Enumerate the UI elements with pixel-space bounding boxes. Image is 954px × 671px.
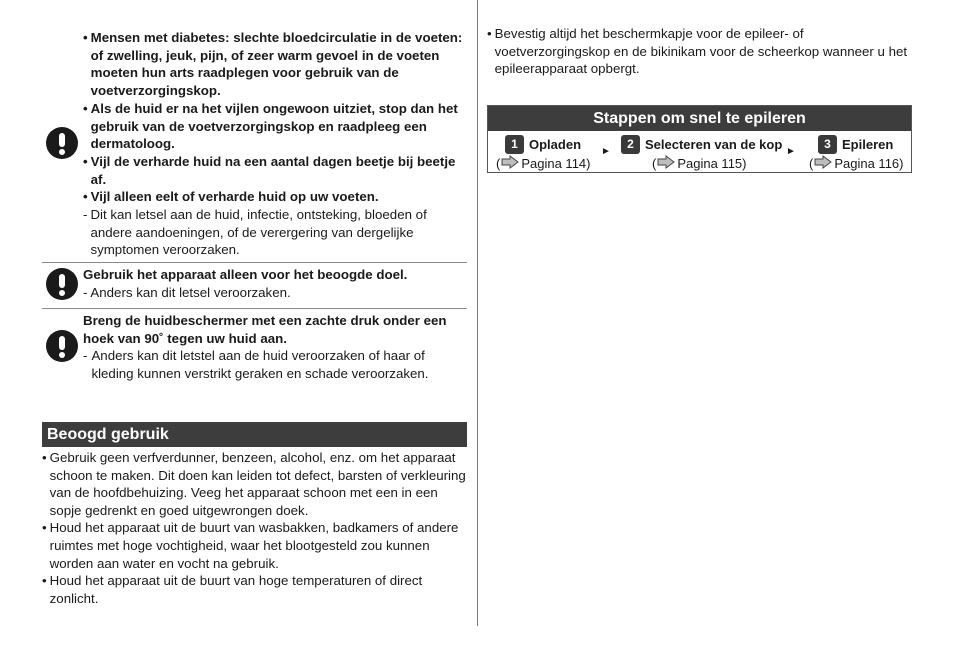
quick-steps-box <box>487 105 912 173</box>
list-item: • Vijl alleen eelt of verharde huid op uw voeten. <box>83 189 379 205</box>
divider-line <box>42 308 467 309</box>
exclamation-circle-icon <box>46 330 78 362</box>
exclamation-circle-icon <box>46 268 78 300</box>
list-item: • Mensen met diabetes: slechte bloedcirculatie in de voeten: of zwelling, jeuk, pijn, of zeer warm gevoel in de voeten moeten hun arts raadplegen voor gebruik van de voetverzorgingskop. <box>83 30 463 99</box>
step-charging <box>496 135 591 172</box>
warning-block-skin-guard <box>42 312 467 383</box>
warning-text <box>83 29 467 259</box>
list-item: • Gebruik geen verfverdunner, benzeen, alcohol, enz. om het apparaat schoon te maken. Dit doen kan leiden tot defect, barsten of verkleuring van de hoofdbehuizing. Veeg het apparaat schoon met een in een sopje gedrenkt en goed uitgewrongen doek. <box>42 450 466 518</box>
warning-title: Breng de huidbeschermer met een zachte druk onder een hoek van 90˚ tegen uw huid aan. <box>83 313 447 346</box>
warning-text <box>83 312 467 383</box>
list-item: • Houd het apparaat uit de buurt van wasbakken, badkamers of andere ruimtes met hoge vochtigheid, waar het blootgesteld zou kunnen worden aan water en vocht na gebruik. <box>42 520 459 571</box>
step-label: Selecteren van de kop <box>645 137 783 152</box>
list-item: • Vijl de verharde huid na een aantal dagen beetje bij beetje af. <box>83 153 456 187</box>
page-reference[interactable]: ( Pagina 116) <box>809 156 904 171</box>
warning-block-intended-use <box>42 266 467 301</box>
page-reference-arrow-icon <box>501 155 519 172</box>
step-epilate <box>809 135 904 172</box>
step-number: 3 <box>818 135 837 154</box>
step-number: 1 <box>505 135 524 154</box>
warning-title: Gebruik het apparaat alleen voor het beoogde doel. <box>83 267 408 282</box>
column-divider <box>477 0 478 626</box>
next-step-arrow-icon: ► <box>601 146 611 157</box>
list-item: • Bevestig altijd het beschermkapje voor de epileer- of voetverzorgingskop en de bikinikam voor de scheerkop wanneer u het epileerapparaat opbergt. <box>487 26 908 77</box>
warning-text <box>83 266 467 301</box>
section-header-beoogd-gebruik: Beoogd gebruik <box>42 422 467 447</box>
list-item: • Als de huid er na het vijlen ongewoon uitziet, stop dan het gebruik van de voetverzorgingskop en raadpleeg een dermatoloog. <box>83 100 458 152</box>
warning-block-diabetes <box>42 29 467 259</box>
step-label: Opladen <box>529 137 582 152</box>
list-item: • Houd het apparaat uit de buurt van hoge temperaturen of direct zonlicht. <box>42 573 423 606</box>
page-reference[interactable]: ( Pagina 115) <box>652 156 747 171</box>
warning-note: - Anders kan dit letsel veroorzaken. <box>83 284 291 300</box>
step-number: 2 <box>621 135 640 154</box>
step-label: Epileren <box>842 137 894 152</box>
section-body <box>42 449 467 607</box>
storage-note <box>487 25 912 78</box>
page-reference-arrow-icon <box>657 155 675 172</box>
page-reference[interactable]: ( Pagina 114) <box>496 156 591 171</box>
next-step-arrow-icon: ► <box>786 146 796 157</box>
exclamation-circle-icon <box>46 127 78 159</box>
step-select-head <box>621 135 782 172</box>
list-item: - Dit kan letsel aan de huid, infectie, ontsteking, bloeden of andere aandoeningen, of de verergering van dergelijke symptomen veroorzaken. <box>83 207 427 258</box>
quick-steps-title: Stappen om snel te epileren <box>488 106 911 131</box>
page-reference-arrow-icon <box>814 155 832 172</box>
divider-line <box>42 262 467 263</box>
list-item: - Anders kan dit letstel aan de huid veroorzaken of haar of kleding kunnen verstrikt geraken en schade veroorzaken. <box>83 348 429 382</box>
